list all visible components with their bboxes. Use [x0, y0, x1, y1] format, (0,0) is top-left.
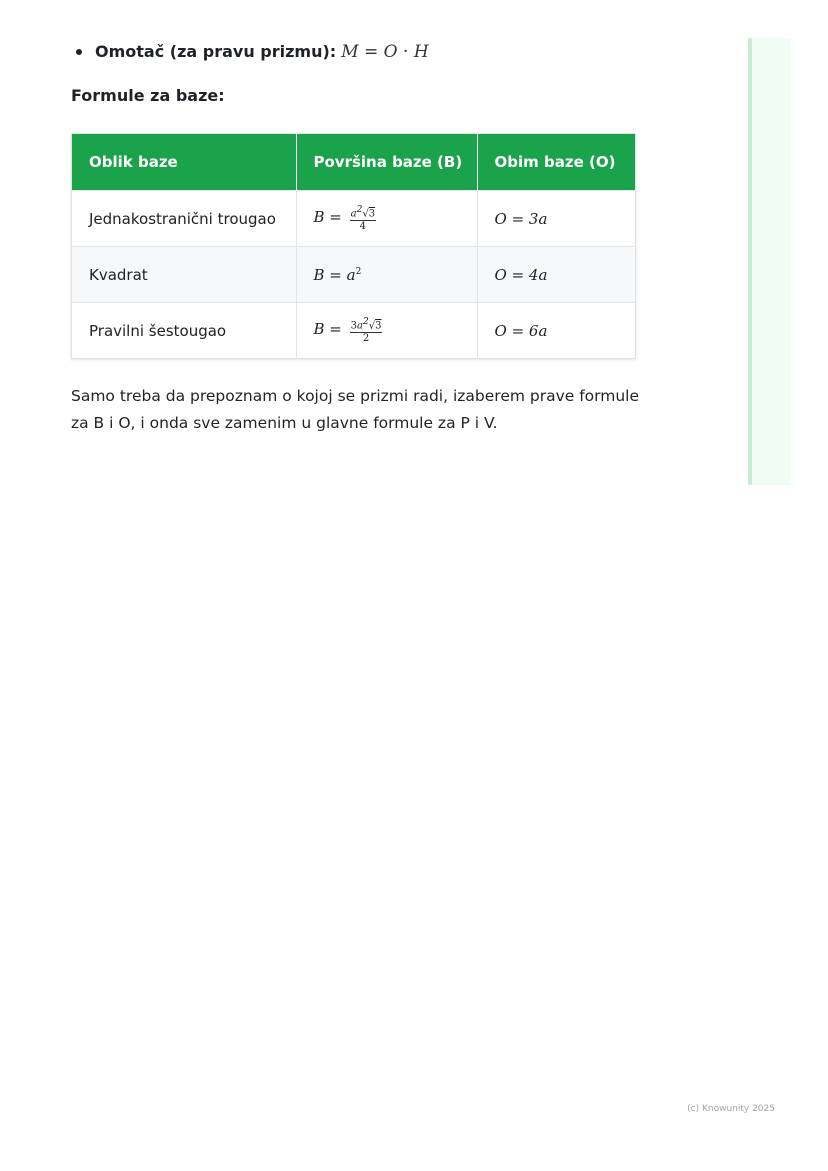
numerator-base: a: [357, 320, 363, 332]
cell-area-formula: [296, 247, 477, 303]
numerator-coefficient: 3: [350, 320, 358, 332]
cell-perimeter-formula: O = 6a: [477, 303, 635, 359]
cell-area-formula: [296, 191, 477, 247]
cell-perimeter-formula: O = 4a: [477, 247, 635, 303]
table-header-row: [72, 134, 635, 191]
cell-perimeter-formula: O = 3a: [477, 191, 635, 247]
column-header-area: Površina baze (B): [296, 134, 477, 191]
fraction-numerator: [350, 317, 383, 333]
table-row: [72, 303, 635, 359]
copyright-footer: (c) Knowunity 2025: [687, 1104, 775, 1114]
sqrt-argument: 3: [375, 320, 382, 332]
fraction-denominator: 4: [359, 221, 367, 233]
formula-exponent: 2: [355, 266, 362, 277]
sqrt-symbol: √: [362, 208, 369, 220]
cell-area-formula: [296, 303, 477, 359]
side-note-panel: [748, 38, 791, 485]
numerator-exponent: 2: [356, 204, 363, 215]
fraction-denominator: 2: [362, 333, 370, 345]
area-formula-square: [314, 266, 362, 284]
lateral-surface-formula: [341, 41, 428, 63]
cell-shape: Jednakostranični trougao: [72, 191, 296, 247]
cell-shape: Kvadrat: [72, 247, 296, 303]
cell-shape: Pravilni šestougao: [72, 303, 296, 359]
formula-lhs: M: [341, 42, 359, 62]
base-formulas-table: [71, 133, 636, 359]
area-formula-triangle: [313, 204, 377, 233]
numerator-exponent: 2: [362, 316, 369, 327]
numerator-base: a: [350, 208, 357, 220]
formula-prefix: B =: [313, 208, 342, 227]
fraction: [350, 205, 376, 232]
sqrt-symbol: √: [368, 320, 376, 332]
column-header-perimeter: Obim baze (O): [477, 134, 635, 191]
area-formula-hexagon: [313, 316, 383, 345]
bullet-dot: [76, 49, 82, 55]
summary-paragraph: Samo treba da prepoznam o kojoj se prizmi radi, izaberem prave formule za B i O, i onda sve zamenim u glavne formule za P i V.: [71, 387, 640, 432]
formula-rhs: = O · H: [364, 42, 429, 62]
fraction-numerator: [350, 205, 376, 221]
column-header-shape: Oblik baze: [72, 134, 296, 191]
section-heading: Formule za baze:: [71, 86, 225, 105]
bullet-label: Omotač (za pravu prizmu):: [95, 42, 337, 61]
formula-prefix: B = a: [313, 265, 356, 284]
bullet-item-lateral-surface: [76, 41, 429, 63]
formula-prefix: B =: [313, 320, 342, 339]
fraction: [350, 317, 383, 344]
sqrt-argument: 3: [368, 208, 376, 220]
table-row: [72, 247, 635, 303]
table-row: [72, 191, 635, 247]
